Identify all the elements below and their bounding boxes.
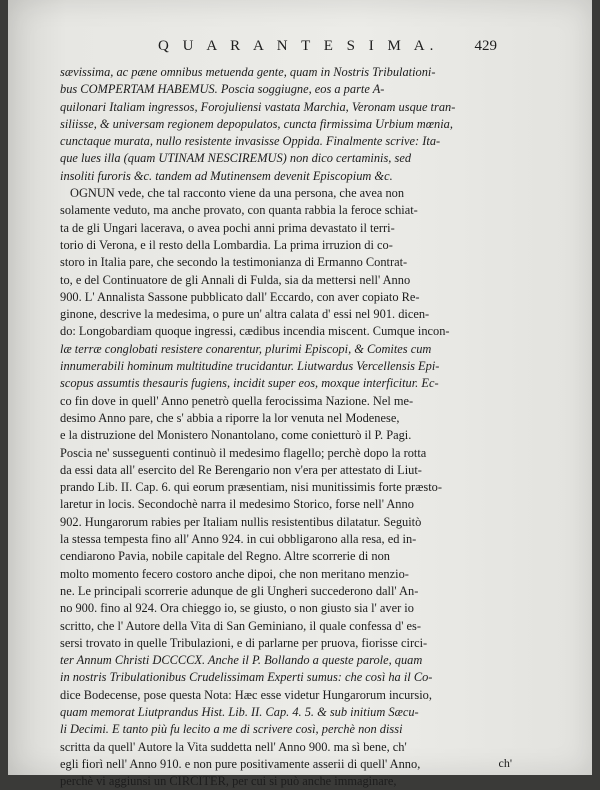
text-line: ne. Le principali scorrerie adunque de gli Ungheri succederono dall' An- [60, 583, 419, 598]
text-line: 900. L' Annalista Sassone pubblicato dall' Eccardo, con aver copiato Re- [60, 289, 420, 304]
page-number: 429 [474, 38, 497, 54]
text-line: scritta da quell' Autore la Vita suddetta nell' Anno 900. ma sì bene, ch' [60, 739, 407, 754]
text-line: sersi trovato in quelle Tribulazioni, e di parlarne per pruova, fiorisse circi- [60, 635, 428, 650]
text-line: cendiarono Pavia, nobile capitale del Regno. Altre scorrerie di non [60, 549, 390, 564]
text-line: molto momento fecero costoro anche dipoi, che non meritano menzio- [60, 566, 409, 581]
text-line: no 900. fino al 924. Ora chieggo io, se giusto, o non giusto sia l' aver io [60, 601, 414, 616]
running-head [8, 38, 592, 62]
text-line: dice Bodecense, pose questa Nota: Hæc esse videtur Hungarorum incursio, [60, 687, 432, 702]
text-line: egli fiorì nell' Anno 910. e non pure positivamente asserii di quell' Anno, [60, 756, 421, 771]
text-line: torio di Verona, e il resto della Lombardia. La prima irruzion di co- [60, 237, 393, 252]
text-line: OGNUN vede, che tal racconto viene da una persona, che avea non [70, 186, 405, 201]
text-line: siliisse, & universam regionem depopulatos, cuncta firmissima Urbium mœnia, [60, 116, 453, 131]
text-line: ta de gli Ungari lacerava, o avea pochi anni prima devastato il terri- [60, 220, 395, 235]
text-line: li Decimi. E tanto più fu lecito a me di scrivere così, perchè non dissi [60, 722, 403, 737]
text-line: scopus assumtis thesauris fugiens, incidit super eos, moxque interficitur. Ec- [60, 376, 439, 391]
text-line: e la distruzione del Monistero Nonantolano, come conietturò il P. Pagi. [60, 428, 412, 443]
text-line: do: Longobardiam quoque ingressi, cædibus incendia miscent. Cumque incon- [60, 324, 450, 339]
text-line: in nostris Tribulationibus Crudelissimam Experti sumus: che così ha il Co- [60, 670, 433, 685]
text-line: quilonari Italiam ingressos, Forojuliensi vastata Marchia, Veronam usque tran- [60, 99, 456, 114]
text-line: que lues illa (quam UTINAM NESCIREMUS) non dico certaminis, sed [60, 151, 412, 166]
text-line: læ terræ conglobati resistere conarentur, plurimi Episcopi, & Comites cum [60, 341, 432, 356]
text-line: to, e del Continuatore de gli Annali di Fulda, sia da mettersi nell' Anno [60, 272, 411, 287]
text-line: sævissima, ac pæne omnibus metuenda gente, quam in Nostris Tribulationi- [60, 65, 436, 79]
text-line: desimo Anno pare, che s' abbia a riporre la lor venuta nel Modenese, [60, 410, 400, 425]
text-line: da essi data all' esercito del Re Berengario non v'era per attestato di Liut- [60, 462, 422, 477]
text-line: scritto, che l' Autore della Vita di San Geminiano, il quale confessa d' es- [60, 618, 422, 633]
text-line: Poscia ne' susseguenti continuò il medesimo flagello; perchè dopo la rotta [60, 445, 427, 460]
text-line: bus COMPERTAM HABEMUS. Poscia soggiugne, eos a parte A- [60, 82, 385, 97]
text-line: storo in Italia pare, che secondo la testimonianza di Ermanno Contrat- [60, 255, 408, 270]
body-text [60, 64, 500, 790]
text-line: quam memorat Liutprandus Hist. Lib. II. Cap. 4. 5. & sub initium Sæcu- [60, 704, 419, 719]
text-line: prando Lib. II. Cap. 6. qui eorum præsentiam, nisi munitissimis forte præsto- [60, 480, 443, 495]
text-line: la stessa tempesta fino all' Anno 924. in cui obbligarono alla resa, ed in- [60, 532, 417, 547]
text-line: 902. Hungarorum rabies per Italiam nullis resistentibus dilatatur. Seguitò [60, 514, 422, 529]
text-line: ginone, descrive la medesima, o pure un' altra calata d' essi nel 901. dicen- [60, 307, 430, 322]
text-line: co fin dove in quell' Anno penetrò quella ferocissima Nazione. Nel me- [60, 393, 414, 408]
text-line: innumerabili hominum multitudine trucidantur. Liutwardus Vercellensis Epi- [60, 359, 440, 374]
catchword: ch' [498, 756, 512, 770]
text-line: cunctaque murata, nullo resistente invasisse Oppida. Finalmente scrive: Ita- [60, 134, 441, 149]
text-line: laretur in locis. Secondochè narra il medesimo Storico, forse nell' Anno [60, 497, 414, 512]
text-line: ter Annum Christi DCCCCX. Anche il P. Bollando a queste parole, quam [60, 653, 423, 668]
running-title: Q U A R A N T E S I M A. [158, 38, 439, 54]
text-line: perchè vi aggiunsi un CIRCITER, per cui si può anche immaginare, [60, 774, 397, 789]
text-line: solamente veduto, ma anche provato, con quanta rabbia la feroce schiat- [60, 203, 418, 218]
book-page [8, 0, 592, 789]
text-line: insoliti furoris &c. tandem ad Mutinensem devenit Episcopium &c. [60, 168, 393, 183]
